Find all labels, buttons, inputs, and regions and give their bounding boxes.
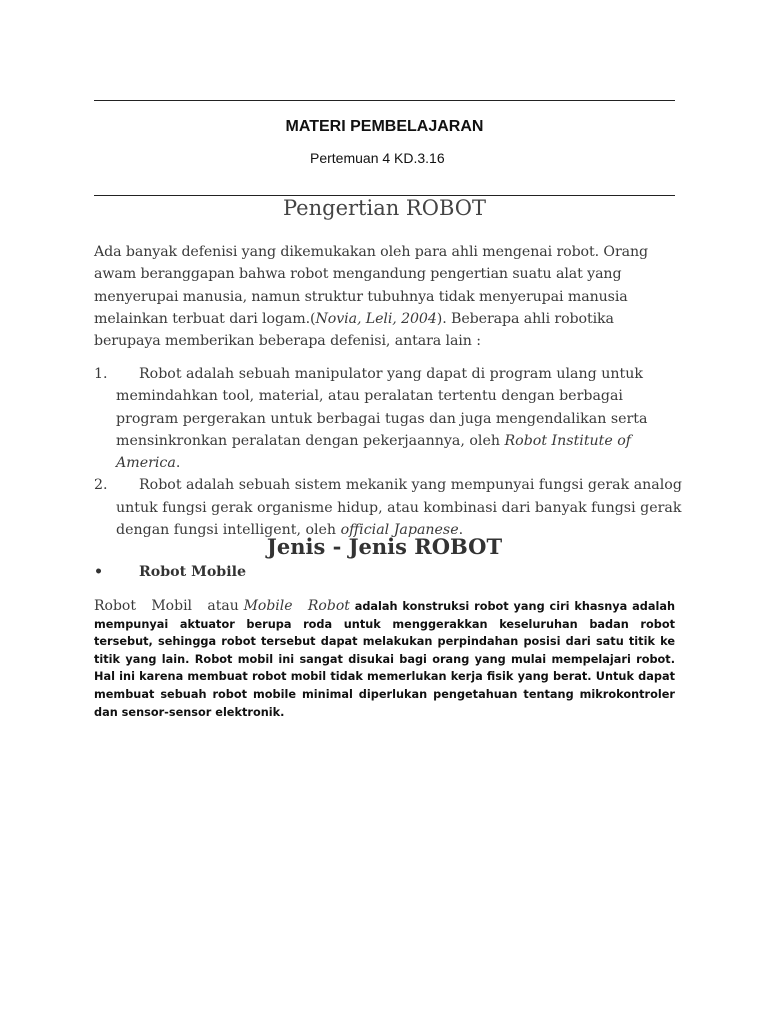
- list-item-text: Robot adalah sebuah manipulator yang dapat di program ulang untuk memindahkan tool, material, atau peralatan tertentu dengan berbagai program pergerakan untuk berbagai tugas dan juga mengendalikan serta mensinkronkan peralatan dengan pekerjaannya, oleh: [116, 366, 648, 449]
- list-item: [94, 474, 684, 541]
- section-title-pengertian: Pengertian ROBOT: [283, 196, 486, 220]
- list-item-end: .: [458, 522, 464, 539]
- list-number: 1.: [94, 366, 108, 382]
- document-title: MATERI PEMBELAJARAN: [285, 118, 484, 135]
- list-number: 2.: [94, 477, 108, 494]
- list-item-source: official Japanese: [340, 522, 459, 539]
- bullet-icon: •: [94, 564, 104, 580]
- robot-mobile-paragraph: [94, 598, 675, 721]
- top-divider: [94, 100, 675, 101]
- section-title-jenis: Jenis - Jenis ROBOT: [266, 534, 503, 559]
- bullet-label: Robot Mobile: [139, 564, 247, 580]
- intro-text-1: Ada banyak defenisi yang dikemukakan oleh para ahli mengenai robot. Orang awam beranggapan bahwa robot mengandung pengertian suatu alat yang menyerupai manusia, namun struktur tubuhnya tidak menyerupai manusia melainkan terbuat dari logam.(: [94, 244, 649, 327]
- document-subtitle: Pertemuan 4 KD.3.16: [310, 150, 445, 166]
- list-item-source: Robot Institute of America: [116, 432, 632, 472]
- list-item-end: .: [175, 455, 181, 472]
- para-body: adalah konstruksi robot yang ciri khasnya adalah mempunyai aktuator berupa roda untuk menggerakkan keseluruhan badan robot tersebut, sehingga robot tersebut dapat melakukan perpindahan posisi dari satu titik ke titik yang lain. Robot mobil ini sangat disukai bagi orang yang mulai mempelajari robot. Hal ini karena membuat robot mobil tidak memerlukan kerja fisik yang berat. Untuk dapat membuat sebuah robot mobile minimal diperlukan pengetahuan tentang mikrokontroler dan sensor-sensor elektronik.: [94, 600, 675, 719]
- para-lead-italic: Mobile Robot: [243, 598, 350, 614]
- intro-paragraph: [94, 241, 684, 352]
- list-item: [94, 363, 684, 474]
- list-item-text: Robot adalah sebuah sistem mekanik yang mempunyai fungsi gerak analog untuk fungsi gerak organisme hidup, atau kombinasi dari banyak fungsi gerak dengan fungsi intelligent, oleh: [116, 477, 682, 539]
- definition-list: [94, 363, 684, 541]
- intro-text-2: ). Beberapa ahli robotika berupaya memberikan beberapa defenisi, antara lain :: [94, 310, 614, 350]
- bullet-item: [94, 564, 246, 580]
- para-lead: Robot Mobil atau: [94, 598, 239, 614]
- intro-citation: Novia, Leli, 2004: [315, 310, 437, 327]
